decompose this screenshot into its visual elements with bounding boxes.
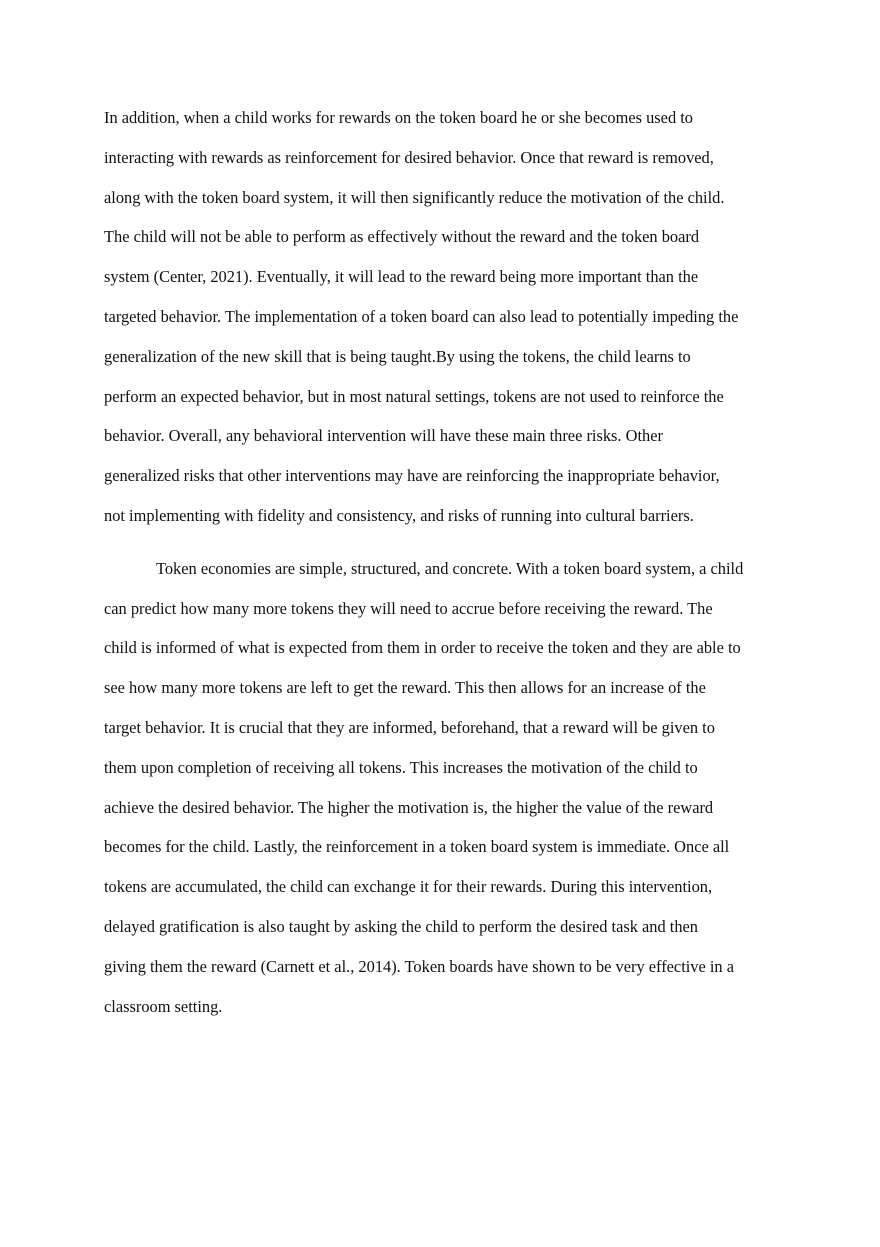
text-line: target behavior. It is crucial that they are informed, beforehand, that a reward will be given to xyxy=(104,717,715,737)
text-line: becomes for the child. Lastly, the reinforcement in a token board system is immediate. Once all xyxy=(104,837,730,857)
text-line: generalized risks that other interventions may have are reinforcing the inappropriate behavior, xyxy=(104,466,720,486)
text-line: giving them the reward (Carnett et al., 2014). Token boards have shown to be very effective in a xyxy=(104,956,734,976)
text-line: tokens are accumulated, the child can exchange it for their rewards. During this intervention, xyxy=(104,877,713,897)
text-line: interacting with rewards as reinforcement for desired behavior. Once that reward is removed, xyxy=(104,147,714,167)
text-line: achieve the desired behavior. The higher the motivation is, the higher the value of the reward xyxy=(104,797,714,817)
paragraph-1 xyxy=(104,98,780,536)
text-line: The child will not be able to perform as effectively without the reward and the token board xyxy=(104,227,700,247)
text-line: not implementing with fidelity and consistency, and risks of running into cultural barriers. xyxy=(104,505,694,525)
text-line: generalization of the new skill that is being taught.By using the tokens, the child learns to xyxy=(104,346,691,366)
text-line: behavior. Overall, any behavioral intervention will have these main three risks. Other xyxy=(104,426,663,446)
paragraph-2 xyxy=(104,549,780,1027)
text-line: system (Center, 2021). Eventually, it will lead to the reward being more important than the xyxy=(104,267,699,287)
text-line: child is informed of what is expected from them in order to receive the token and they are able to xyxy=(104,638,741,658)
text-line: along with the token board system, it will then significantly reduce the motivation of the child. xyxy=(104,187,725,207)
document-body xyxy=(104,98,780,1026)
text-line: delayed gratification is also taught by asking the child to perform the desired task and then xyxy=(104,916,698,936)
text-line: perform an expected behavior, but in most natural settings, tokens are not used to reinforce the xyxy=(104,386,724,406)
text-line: them upon completion of receiving all tokens. This increases the motivation of the child to xyxy=(104,757,698,777)
text-line: targeted behavior. The implementation of a token board can also lead to potentially impeding the xyxy=(104,306,739,326)
text-line: can predict how many more tokens they will need to accrue before receiving the reward. The xyxy=(104,598,713,618)
text-line: In addition, when a child works for rewards on the token board he or she becomes used to xyxy=(104,108,693,127)
text-line: see how many more tokens are left to get the reward. This then allows for an increase of the xyxy=(104,678,706,698)
text-line: Token economies are simple, structured, and concrete. With a token board system, a child xyxy=(156,558,744,578)
text-line: classroom setting. xyxy=(104,996,223,1016)
